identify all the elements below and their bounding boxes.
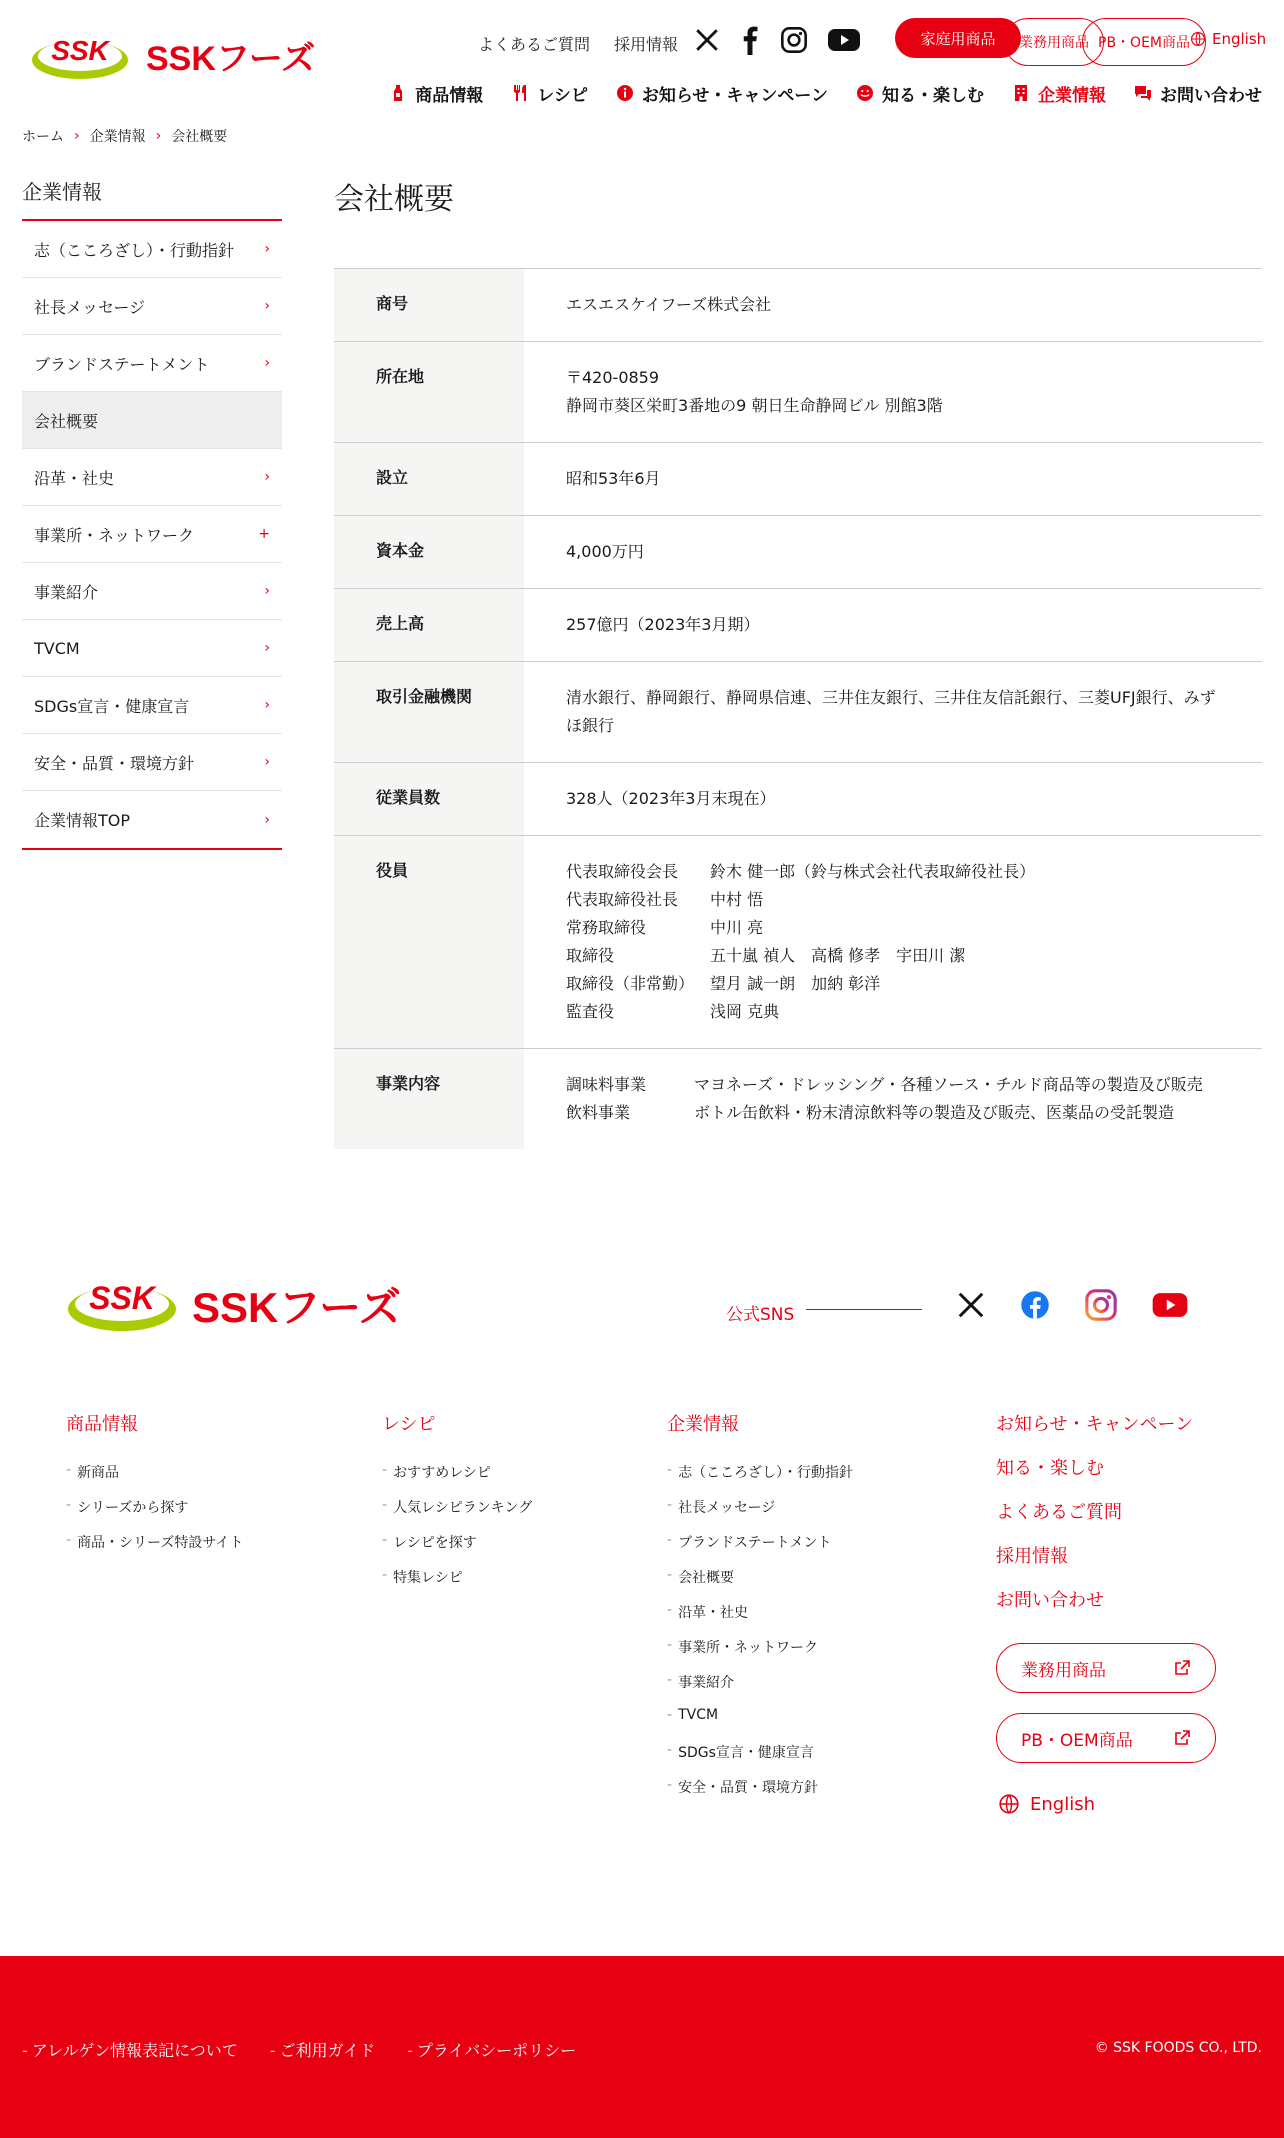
sidebar-item-business[interactable] (22, 563, 282, 620)
faq-link[interactable]: よくあるご質問 (478, 34, 591, 54)
officer-row (566, 942, 1222, 970)
chevron-right-icon: › (264, 583, 270, 599)
row-label: 取引金融機関 (334, 662, 524, 763)
footer-link-label: おすすめレシピ (393, 1465, 491, 1481)
footer-link-contact[interactable]: お問い合わせ (996, 1590, 1104, 1611)
sidebar-item-message[interactable] (22, 278, 282, 335)
business-products-button[interactable]: 業務用商品 (1004, 18, 1104, 66)
footer-link-label: 安全・品質・環境方針 (678, 1780, 819, 1796)
footer-link[interactable] (382, 1532, 532, 1567)
officer-role: 常務取締役 (566, 918, 647, 937)
chevron-right-icon: › (264, 355, 270, 371)
youtube-icon[interactable] (828, 28, 860, 52)
footer-bottom-bar (0, 1956, 1284, 2138)
footer-language-switch[interactable] (998, 1793, 1095, 1815)
footer-logo-mark: SSK (89, 1280, 155, 1316)
footer-link-label: 沿革・社史 (678, 1605, 749, 1621)
chevron-right-icon: › (264, 811, 270, 828)
table-row (334, 763, 1262, 836)
breadcrumb-home[interactable]: ホーム (22, 129, 64, 145)
globe-icon (998, 1793, 1020, 1815)
svg-text:SSK: SSK (51, 35, 109, 66)
nav-products[interactable] (389, 81, 483, 106)
nav-label: 知る・楽しむ (882, 85, 984, 106)
info-icon (616, 84, 634, 102)
row-value: 4,000万円 (524, 516, 1262, 589)
footer-link-label: ブランドステートメント (678, 1535, 832, 1551)
footer-link-learn[interactable]: 知る・楽しむ (996, 1458, 1104, 1479)
dash-icon: - (667, 1637, 673, 1653)
guide-link[interactable] (270, 2038, 375, 2061)
footer-business-button[interactable] (996, 1643, 1216, 1693)
footer-link-label: 会社概要 (678, 1570, 735, 1586)
nav-label: お知らせ・キャンペーン (641, 85, 828, 106)
table-row (334, 342, 1262, 443)
dash-icon: - (269, 2041, 276, 2060)
officer-role: 取締役 (566, 946, 615, 965)
officer-row (566, 998, 1222, 1026)
row-value: 328人（2023年3月末現在） (524, 763, 1262, 836)
dash-icon: - (667, 1497, 673, 1513)
footer-link[interactable] (667, 1707, 853, 1742)
row-label: 設立 (334, 443, 524, 516)
company-info-table (334, 268, 1262, 1149)
sidebar-item-philosophy[interactable] (22, 221, 282, 278)
footer-main-links (996, 1410, 1193, 1630)
dash-icon: - (382, 1497, 388, 1513)
plus-icon: + (258, 526, 270, 542)
dash-icon: - (407, 2041, 413, 2060)
row-label: 従業員数 (334, 763, 524, 836)
footer-col-products (66, 1410, 243, 1567)
table-row (334, 516, 1262, 589)
business-kind: 調味料事業 (566, 1075, 647, 1094)
legal-link-label: アレルゲン情報表記について (31, 2041, 238, 2060)
sidebar-item-label: 沿革・社史 (34, 468, 115, 488)
chevron-right-icon: › (264, 469, 270, 485)
footer-link-faq[interactable]: よくあるご質問 (996, 1502, 1122, 1523)
footer-link-label: 社長メッセージ (678, 1500, 776, 1516)
footer-link[interactable] (66, 1462, 243, 1497)
footer-ssk-logo[interactable] (66, 1270, 401, 1334)
dash-icon: - (667, 1567, 673, 1583)
breadcrumb-current: 会社概要 (171, 129, 228, 145)
row-value (524, 836, 1262, 1049)
chat-icon (1134, 84, 1152, 102)
sidebar-item-label: SDGs宣言・健康宣言 (34, 696, 190, 716)
business-row (566, 1099, 1222, 1127)
footer-link-label: 事業所・ネットワーク (678, 1640, 819, 1656)
footer-link[interactable] (667, 1497, 853, 1532)
utility-links (478, 20, 702, 66)
chevron-right-icon: › (74, 128, 80, 144)
table-row (334, 836, 1262, 1049)
footer-col-recipes (382, 1410, 532, 1602)
table-row (334, 269, 1262, 342)
dash-icon: - (382, 1462, 388, 1478)
dash-icon: - (667, 1672, 673, 1688)
page-title: 会社概要 (334, 182, 454, 217)
footer-link-label: 志（こころざし）・行動指針 (678, 1465, 854, 1481)
header-sns (694, 20, 860, 60)
legal-link-label: ご利用ガイド (279, 2041, 376, 2060)
nav-recipes[interactable] (511, 81, 588, 106)
row-label: 所在地 (334, 342, 524, 443)
footer-link[interactable] (667, 1777, 853, 1812)
sidebar-item-label: 企業情報TOP (34, 811, 131, 830)
footer-link-label: 商品・シリーズ特設サイト (77, 1535, 244, 1551)
sidebar-item-tvcm[interactable] (22, 620, 282, 677)
facebook-icon[interactable] (1020, 1288, 1050, 1322)
sidebar-item-label: 安全・品質・環境方針 (34, 753, 195, 773)
footer-link[interactable] (382, 1497, 532, 1532)
dash-icon: - (66, 1462, 72, 1478)
home-products-button[interactable]: 家庭用商品 (895, 18, 1021, 58)
sidebar-item-quality[interactable] (22, 734, 282, 791)
sidebar-list (22, 221, 282, 850)
pb-oem-button[interactable]: PB・OEM商品 (1082, 18, 1206, 66)
footer-link[interactable] (667, 1637, 853, 1672)
business-desc: ボトル缶飲料・粉末清涼飲料等の製造及び販売、医薬品の受託製造 (694, 1103, 1175, 1122)
footer-link[interactable] (667, 1742, 853, 1777)
sidebar-item-brand[interactable] (22, 335, 282, 392)
instagram-icon[interactable] (780, 26, 808, 54)
table-row (334, 1049, 1262, 1150)
nav-label: お問い合わせ (1160, 85, 1262, 106)
button-label: 業務用商品 (1021, 1660, 1106, 1681)
footer-col-title[interactable]: 商品情報 (66, 1414, 138, 1435)
legal-links (22, 2038, 576, 2061)
footer-link[interactable] (667, 1532, 853, 1567)
row-label: 商号 (334, 269, 524, 342)
footer-link-label: 特集レシピ (393, 1570, 463, 1586)
chevron-right-icon: › (264, 298, 270, 314)
footer-link-label: 人気レシピランキング (393, 1500, 533, 1516)
nav-learn[interactable] (856, 81, 984, 106)
footer-link-label: 新商品 (77, 1465, 120, 1481)
sidebar-item-overview[interactable] (22, 392, 282, 449)
sidebar-item-label: 志（こころざし）・行動指針 (34, 240, 235, 260)
footer-col-title[interactable]: レシピ (382, 1414, 436, 1435)
language-switch[interactable] (1190, 30, 1266, 48)
officer-row (566, 914, 1222, 942)
business-row (566, 1071, 1222, 1099)
sidebar-item-label: 事業所・ネットワーク (34, 525, 195, 545)
officer-name: 中村 悟 (710, 890, 764, 909)
nav-company[interactable] (1012, 81, 1106, 106)
allergen-link[interactable] (22, 2038, 238, 2061)
chevron-right-icon: › (264, 640, 270, 656)
bottle-icon (389, 84, 407, 102)
site-header (0, 0, 1284, 120)
dash-icon: - (382, 1567, 388, 1583)
officer-name: 中川 亮 (710, 918, 764, 937)
footer-link-label: TVCM (678, 1707, 719, 1723)
sidebar (22, 176, 282, 850)
address-zip: 〒420-0859 (566, 368, 660, 387)
sidebar-title: 企業情報 (22, 176, 282, 221)
svg-text:SSKフーズ: SSKフーズ (146, 40, 316, 78)
dash-icon: - (22, 2041, 28, 2060)
smile-icon (856, 84, 874, 102)
breadcrumb-company[interactable]: 企業情報 (89, 129, 146, 145)
breadcrumb (22, 126, 227, 146)
dash-icon: - (667, 1462, 673, 1478)
dash-icon: - (667, 1707, 673, 1723)
footer-col-title[interactable]: 企業情報 (667, 1414, 739, 1435)
officer-name: 望月 誠一朗 加納 彰洋 (710, 974, 881, 993)
row-label: 役員 (334, 836, 524, 1049)
footer-logo-text: SSKフーズ (192, 1284, 401, 1331)
footer-col-company (667, 1410, 853, 1812)
officer-row (566, 970, 1222, 998)
footer-link[interactable] (382, 1462, 532, 1497)
dash-icon: - (667, 1532, 673, 1548)
row-label: 資本金 (334, 516, 524, 589)
row-value: 257億円（2023年3月期） (524, 589, 1262, 662)
footer-pb-oem-button[interactable] (996, 1713, 1216, 1763)
row-label: 事業内容 (334, 1049, 524, 1150)
row-label: 売上高 (334, 589, 524, 662)
language-label: English (1030, 1793, 1095, 1815)
address-line: 静岡市葵区栄町3番地の9 朝日生命静岡ビル 別館3階 (566, 396, 943, 415)
chevron-right-icon: › (264, 241, 270, 257)
sidebar-item-network[interactable] (22, 506, 282, 563)
row-value (524, 342, 1262, 443)
dash-icon: - (66, 1532, 72, 1548)
x-icon[interactable] (956, 1290, 986, 1320)
officer-role: 監査役 (566, 1002, 615, 1021)
footer-sns (956, 1288, 1188, 1322)
footer-link-label: シリーズから探す (77, 1500, 189, 1516)
sidebar-item-label: TVCM (34, 638, 80, 658)
row-value (524, 1049, 1262, 1150)
nav-news[interactable] (616, 81, 828, 106)
instagram-icon[interactable] (1084, 1288, 1118, 1322)
sns-label: 公式SNS (726, 1305, 795, 1325)
fork-knife-icon (511, 84, 529, 102)
sidebar-item-label: ブランドステートメント (34, 354, 210, 374)
sns-divider (806, 1309, 922, 1310)
business-kind: 飲料事業 (566, 1103, 631, 1122)
footer-link[interactable] (382, 1567, 532, 1602)
chevron-right-icon: › (264, 754, 270, 770)
table-row (334, 589, 1262, 662)
sidebar-item-sdgs[interactable] (22, 677, 282, 734)
privacy-link[interactable] (407, 2038, 576, 2061)
footer-link[interactable] (667, 1672, 853, 1707)
table-row (334, 662, 1262, 763)
sidebar-item-history[interactable] (22, 449, 282, 506)
officer-row (566, 886, 1222, 914)
officer-row (566, 858, 1222, 886)
facebook-icon[interactable] (740, 25, 760, 55)
footer-link[interactable] (667, 1462, 853, 1497)
youtube-icon[interactable] (1152, 1292, 1188, 1318)
officer-role: 取締役（非常勤） (566, 974, 695, 993)
dash-icon: - (667, 1742, 673, 1758)
globe-icon (1190, 31, 1206, 47)
language-label: English (1212, 30, 1267, 48)
row-value: エスエスケイフーズ株式会社 (524, 269, 1262, 342)
nav-contact[interactable] (1134, 81, 1262, 106)
dash-icon: - (667, 1777, 673, 1793)
nav-label: レシピ (537, 85, 588, 106)
legal-link-label: プライバシーポリシー (416, 2041, 577, 2060)
ssk-logo[interactable] (28, 26, 316, 82)
building-icon (1012, 84, 1030, 102)
sidebar-item-label: 事業紹介 (34, 582, 99, 602)
footer-link-label: 事業紹介 (678, 1675, 735, 1691)
button-label: PB・OEM商品 (1021, 1730, 1133, 1751)
footer-link-news[interactable]: お知らせ・キャンペーン (996, 1414, 1194, 1435)
external-link-icon (1173, 1659, 1191, 1677)
dash-icon: - (382, 1532, 388, 1548)
table-row (334, 443, 1262, 516)
officer-name: 鈴木 健一郎（鈴与株式会社代表取締役社長） (710, 862, 1036, 881)
officer-name: 五十嵐 禎人 高橋 修孝 宇田川 潔 (710, 946, 966, 965)
footer-link[interactable] (66, 1532, 243, 1567)
nav-label: 商品情報 (415, 85, 484, 106)
chevron-right-icon: › (264, 697, 270, 713)
sidebar-item-label: 会社概要 (34, 411, 99, 431)
sidebar-item-label: 社長メッセージ (34, 297, 146, 317)
footer-link-recruit[interactable]: 採用情報 (996, 1546, 1068, 1567)
footer-link-label: レシピを探す (393, 1535, 477, 1551)
footer-link[interactable] (667, 1567, 853, 1602)
officer-name: 浅岡 克典 (710, 1002, 780, 1021)
dash-icon: - (667, 1602, 673, 1618)
footer-link[interactable] (66, 1497, 243, 1532)
officer-role: 代表取締役会長 (566, 862, 679, 881)
main-nav (389, 78, 1262, 108)
footer-link-label: SDGs宣言・健康宣言 (678, 1745, 814, 1761)
dash-icon: - (66, 1497, 72, 1513)
chevron-right-icon: › (155, 128, 162, 144)
row-value: 清水銀行、静岡銀行、静岡県信連、三井住友銀行、三井住友信託銀行、三菱UFJ銀行、みずほ銀行 (524, 662, 1262, 763)
external-link-icon (1173, 1729, 1191, 1747)
recruit-link[interactable]: 採用情報 (614, 34, 679, 54)
nav-label: 企業情報 (1038, 85, 1106, 106)
business-desc: マヨネーズ・ドレッシング・各種ソース・チルド商品等の製造及び販売 (694, 1075, 1203, 1094)
x-icon[interactable] (694, 27, 720, 53)
sidebar-item-top[interactable] (22, 791, 282, 848)
row-value: 昭和53年6月 (524, 443, 1262, 516)
copyright: © SSK FOODS CO., LTD. (1094, 2040, 1262, 2056)
footer-link[interactable] (667, 1602, 853, 1637)
officer-role: 代表取締役社長 (566, 890, 679, 909)
